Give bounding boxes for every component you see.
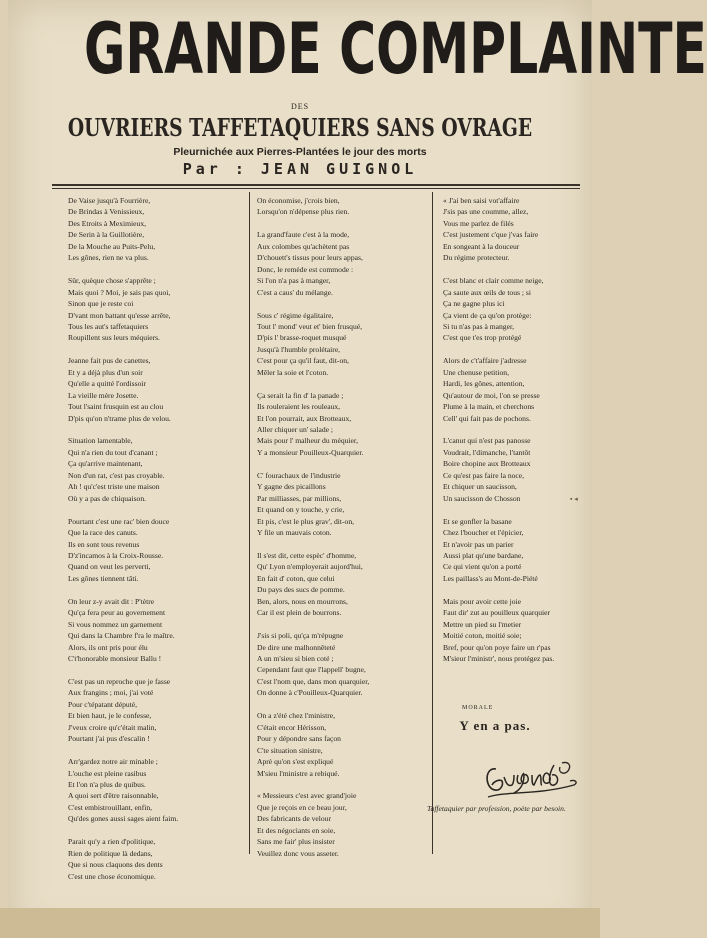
- verse-line: Mêler la soie et l'coton.: [257, 367, 329, 377]
- verse-line: Aux frangins ; moi, j'ai voté: [68, 688, 154, 698]
- verse-line: Si tu n'as pas à manger,: [443, 321, 515, 331]
- verse-column-2: [257, 195, 432, 871]
- verse-line: Quand on veut les perverti,: [68, 562, 151, 572]
- verse-line: « Messieurs c'est avec grand'joie: [257, 791, 357, 801]
- verse-line: Mettre un pied su l'metier: [443, 619, 522, 629]
- verse-line: Tout l' mond' veut et' bien frusqué,: [257, 321, 363, 331]
- verse-line: Non d'un rat, c'est pas croyable.: [68, 470, 165, 480]
- verse-line: Donc, le remède est commode :: [257, 264, 354, 274]
- verse-line: La grand'faute c'est à la mode,: [257, 230, 350, 240]
- stanza: [257, 310, 432, 379]
- verse-line: Et n'avoir pas un parier: [443, 539, 514, 549]
- stanza: [257, 790, 432, 859]
- verse-line: Et pis, c'est le plus grav', dit-on,: [257, 516, 355, 526]
- verse-line: Et bien haut, je le confesse,: [68, 711, 152, 721]
- verse-line: Sûr, quèque chose s'apprête ;: [68, 276, 156, 286]
- verse-line: Des Etroits à Meximieux,: [68, 218, 147, 228]
- verse-line: J'sis si poli, qu'ça m'répugne: [257, 631, 344, 641]
- column-divider-2: [432, 192, 433, 854]
- header-rule-thin: [52, 188, 580, 189]
- verse-line: Que je reçois en ce beau jour,: [257, 802, 347, 812]
- verse-line: Ça qu'arrive maintenant,: [68, 459, 143, 469]
- poster-tagline: Pleurnichée aux Pierres-Plantées le jour des morts: [173, 146, 427, 158]
- verse-line: Que si nous claquons des dents: [68, 860, 163, 870]
- verse-line: Si l'on n'a pas à manger,: [257, 276, 331, 286]
- verse-line: Des fabricants de velour: [257, 814, 332, 824]
- verse-column-1: [68, 195, 243, 894]
- verse-line: Sous c' régime égalitaire,: [257, 310, 334, 320]
- verse-line: C'est pas un reproche que je fasse: [68, 676, 171, 686]
- verse-line: On économise, j'crois bien,: [257, 196, 340, 205]
- verse-line: J'sis pas une coumme, allez,: [443, 207, 529, 217]
- verse-line: Du pays des sucs de pomme.: [257, 585, 345, 595]
- verse-line: Ce qui vient qu'on a porté: [443, 562, 522, 572]
- paper-edge: [0, 908, 600, 938]
- verse-line: On leur z-y avait dit : P'tètre: [68, 596, 155, 606]
- verse-line: Et chiquer un saucisson,: [443, 482, 517, 492]
- verse-line: M'sieu l'ministre a rebiqué.: [257, 768, 340, 778]
- verse-line: C'est a caus' du mélange.: [257, 287, 333, 297]
- verse-line: Jusqu'à l'humble prolétaire,: [257, 344, 341, 354]
- stanza: [68, 516, 243, 585]
- stanza: [68, 836, 243, 882]
- verse-line: La vieille mère Josette.: [68, 390, 139, 400]
- verse-line: Tous les aut's taffetaquiers: [68, 321, 149, 331]
- verse-line: Vous me parlez de filés: [443, 218, 514, 228]
- verse-line: Cependant faut que l'lappell' bugne,: [257, 665, 366, 675]
- verse-line: Ce qu'est pas faire la noce,: [443, 470, 525, 480]
- verse-column-3: [443, 195, 618, 676]
- verse-line: Et quand on y touche, y crie,: [257, 505, 345, 515]
- verse-line: Y gagne des picaillons: [257, 482, 326, 492]
- verse-line: De la Mouche au Puits-Pelu,: [68, 241, 156, 251]
- stanza: [443, 516, 618, 585]
- header-rule: [52, 184, 580, 186]
- verse-line: C'est justement c'que j'vas faire: [443, 230, 539, 240]
- verse-line: Il s'est dit, cette espèc' d'homme,: [257, 550, 357, 560]
- stanza: [257, 229, 432, 298]
- stanza: [257, 710, 432, 779]
- verse-line: Aprè qu'on s'est expliqué: [257, 757, 334, 767]
- verse-line: Aussi plat qu'une bardane,: [443, 550, 524, 560]
- verse-line: Lorsqu'on n'dépense plus rien.: [257, 207, 350, 217]
- stanza: [443, 355, 618, 424]
- verse-line: Ils rouleraient les rouleaux,: [257, 402, 341, 412]
- verse-line: C'te situation sinistre,: [257, 745, 323, 755]
- verse-line: Bref, pour qu'on poye faire un r'pas: [443, 642, 551, 652]
- verse-line: C'était encor Hérisson,: [257, 722, 327, 732]
- verse-line: Roupillent sus leurs méquiers.: [68, 333, 160, 343]
- verse-line: « J'ai ben saisi vot'affaire: [443, 196, 520, 205]
- verse-line: Un saucisson de Chosson: [443, 493, 521, 503]
- stanza: [443, 275, 618, 344]
- verse-line: C'est blanc et clair comme neige,: [443, 276, 544, 286]
- verse-line: A un m'sieu si bien coté ;: [257, 654, 334, 664]
- verse-line: En songeant à la douceur: [443, 241, 520, 251]
- stanza: [68, 275, 243, 344]
- signature-image: [478, 755, 588, 805]
- verse-line: Une chenuse petition,: [443, 367, 510, 377]
- verse-line: Tout l'saint frusquin est au clou: [68, 402, 164, 412]
- poster-author: Par : JEAN GUIGNOL: [182, 160, 418, 178]
- stanza: [257, 390, 432, 459]
- verse-line: Mais quoi ? Moi, je sais pas quoi,: [68, 287, 171, 297]
- verse-line: D'pis l' brasse-roquet musqué: [257, 333, 347, 343]
- poster-subtitle: OUVRIERS TAFFETAQUIERS SANS OVRAGE: [67, 113, 533, 142]
- verse-line: L'ouche est pleine rasibus: [68, 768, 147, 778]
- verse-line: C'est que t'es trop protégé: [443, 333, 522, 343]
- verse-line: Y file un mauvais coton.: [257, 528, 332, 538]
- stanza: [68, 756, 243, 825]
- verse-line: Si vous nommez un garnement: [68, 619, 163, 629]
- verse-line: Cell' qui fait pas de pochons.: [443, 413, 531, 423]
- verse-line: D'chouett's tissus pour leurs appas,: [257, 253, 363, 263]
- title-connector: DES: [290, 102, 310, 111]
- verse-line: D'pis qu'on n'trame plus de velou.: [68, 413, 171, 423]
- verse-line: Pourtant j'ai pus d'escalin !: [68, 734, 150, 744]
- verse-line: De Vaise jusqu'à Fourrière,: [68, 196, 151, 205]
- margin-mark: ▪ ◂: [570, 495, 578, 503]
- verse-line: Du régime protecteur.: [443, 253, 510, 263]
- verse-line: Qu'elle a quitté l'ordissoir: [68, 379, 147, 389]
- verse-line: Pour c'tépatant député,: [68, 699, 138, 709]
- verse-line: De dire une malhonnêteté: [257, 642, 336, 652]
- verse-line: M'sieur l'ministr', nous protégez pas.: [443, 654, 555, 664]
- signature-caption: Taffetaquier par profession, poète par besoin.: [427, 804, 566, 813]
- verse-line: Pourtant c'est une rac' bien douce: [68, 516, 170, 526]
- verse-line: Qu'autour de moi, l'on se presse: [443, 390, 540, 400]
- verse-line: En fait d' coton, que celui: [257, 573, 335, 583]
- verse-line: Qui n'a rien du tout d'canant ;: [68, 447, 158, 457]
- stanza: [68, 195, 243, 264]
- verse-line: Sinon que je reste coi: [68, 299, 134, 309]
- verse-line: Et des négociants en soie,: [257, 825, 336, 835]
- verse-line: D'z'incamos à la Croix-Rousse.: [68, 550, 164, 560]
- verse-line: Voudrait, l'dimanche, l'tantôt: [443, 447, 531, 457]
- verse-line: Qu'ça fera peur au governement: [68, 608, 166, 618]
- verse-line: Mais pour l' malheur du méquier,: [257, 436, 359, 446]
- verse-line: Chez l'boucher et l'épicier,: [443, 528, 524, 538]
- verse-line: Les paillass's au Mont-de-Piété: [443, 573, 538, 583]
- verse-line: Que la race des canuts.: [68, 528, 138, 538]
- verse-line: C'est embistrouillant, enfin,: [68, 802, 153, 812]
- verse-line: On donne à c'Pouilleux-Quarquier.: [257, 688, 363, 698]
- verse-line: Sans me fair' plus insister: [257, 837, 335, 847]
- verse-line: C'est une chose économique.: [68, 871, 156, 881]
- verse-line: Ça serait la fin d' la panade ;: [257, 390, 344, 400]
- stanza: [257, 550, 432, 619]
- verse-line: Ils en sont tous revenus: [68, 539, 140, 549]
- verse-line: Et y a déjà plus d'un soir: [68, 367, 143, 377]
- verse-line: C' fourachaux de l'industrie: [257, 470, 341, 480]
- stanza: [257, 470, 432, 539]
- verse-line: Mais pour avoir cette joie: [443, 596, 522, 606]
- verse-line: Boire chopine aux Brotteaux: [443, 459, 531, 469]
- verse-line: Ben, alors, nous en mourrons,: [257, 596, 348, 606]
- verse-line: Car il est plein de bourrons.: [257, 608, 342, 618]
- verse-line: Y a monsieur Pouilleux-Quarquier.: [257, 447, 364, 457]
- column-divider-1: [249, 192, 250, 854]
- stanza: [257, 630, 432, 699]
- verse-line: De Brindas à Venissieux,: [68, 207, 145, 217]
- verse-line: Et se gonfler la basane: [443, 516, 512, 526]
- verse-line: Veuillez donc vous asseter.: [257, 848, 339, 858]
- verse-line: On a z'été chez l'ministre,: [257, 711, 336, 721]
- stanza: [443, 435, 618, 504]
- verse-line: Pour y dépondre sans façon: [257, 734, 341, 744]
- verse-line: C't'honorable monsieur Ballu !: [68, 654, 162, 664]
- verse-line: C'est l'nom que, dans mon quarquier,: [257, 676, 370, 686]
- verse-line: Aux colombes qu'achètent pas: [257, 241, 350, 251]
- verse-line: Jeanne fait pus de canettes,: [68, 356, 151, 366]
- verse-line: Qui dans la Chambre f'ra le maître.: [68, 631, 175, 641]
- stanza: [68, 596, 243, 665]
- verse-line: Qu'des gones aussi sages aient faim.: [68, 814, 179, 824]
- verse-line: Alors de c't'affaire j'adresse: [443, 356, 527, 366]
- verse-line: Arr'gardez notre air minable ;: [68, 757, 158, 767]
- stanza: [68, 355, 243, 424]
- poster-title: GRANDE COMPLAINTE: [83, 8, 707, 90]
- verse-line: Qu' Lyon n'employerait aujord'hui,: [257, 562, 363, 572]
- morale-text: Y en a pas.: [459, 718, 531, 733]
- verse-line: Hardi, les gônes, attention,: [443, 379, 525, 389]
- verse-line: Où y a pas de chiquaison.: [68, 493, 147, 503]
- verse-line: Et l'on n'a plus de quibus.: [68, 780, 146, 789]
- verse-line: Alors, ils ont pris pour élu: [68, 642, 148, 652]
- verse-line: Rien de politique là dedans,: [68, 848, 153, 858]
- verse-line: Situation lamentable,: [68, 436, 133, 446]
- stanza: [257, 195, 432, 218]
- verse-line: Ça saute aux œils de tous ; si: [443, 287, 531, 297]
- verse-line: Plume à la main, et cherchons: [443, 402, 535, 412]
- stanza: [68, 435, 243, 504]
- verse-line: D'vant mon battant qu'esse arrête,: [68, 310, 171, 320]
- verse-line: C'est pour ça qu'il faut, dit-on,: [257, 356, 349, 366]
- verse-line: Les gônes tiennent tâti.: [68, 573, 139, 583]
- stanza: [443, 596, 618, 665]
- verse-line: De Serin à la Guillotière,: [68, 230, 145, 240]
- verse-line: Moitié coton, moitié soie;: [443, 631, 522, 641]
- verse-line: Et l'on pourrait, aux Brotteaux,: [257, 413, 352, 423]
- verse-line: A quoi sert d'être raisonnable,: [68, 791, 159, 801]
- verse-line: Faut dir' zut au pouilleux quarquier: [443, 608, 551, 618]
- verse-line: Par milliasses, par millions,: [257, 493, 342, 503]
- stanza: [443, 195, 618, 264]
- morale-label: MORALE: [462, 705, 494, 711]
- verse-line: Parait qu'y a rien d'politique,: [68, 837, 156, 847]
- verse-line: Les gônes, rien ne va plus.: [68, 253, 149, 263]
- verse-line: Aller chiquer un' salade ;: [257, 425, 334, 435]
- verse-line: L'canut qui n'est pas panosse: [443, 436, 531, 446]
- stanza: [68, 676, 243, 745]
- verse-line: Ça vient de ça qu'on protège:: [443, 310, 532, 320]
- verse-line: J'veux croire qu'c'était malin,: [68, 722, 157, 732]
- verse-line: Ça ne gagne plus ici: [443, 299, 505, 309]
- verse-line: Ah ! qu'c'est triste une maison: [68, 482, 160, 492]
